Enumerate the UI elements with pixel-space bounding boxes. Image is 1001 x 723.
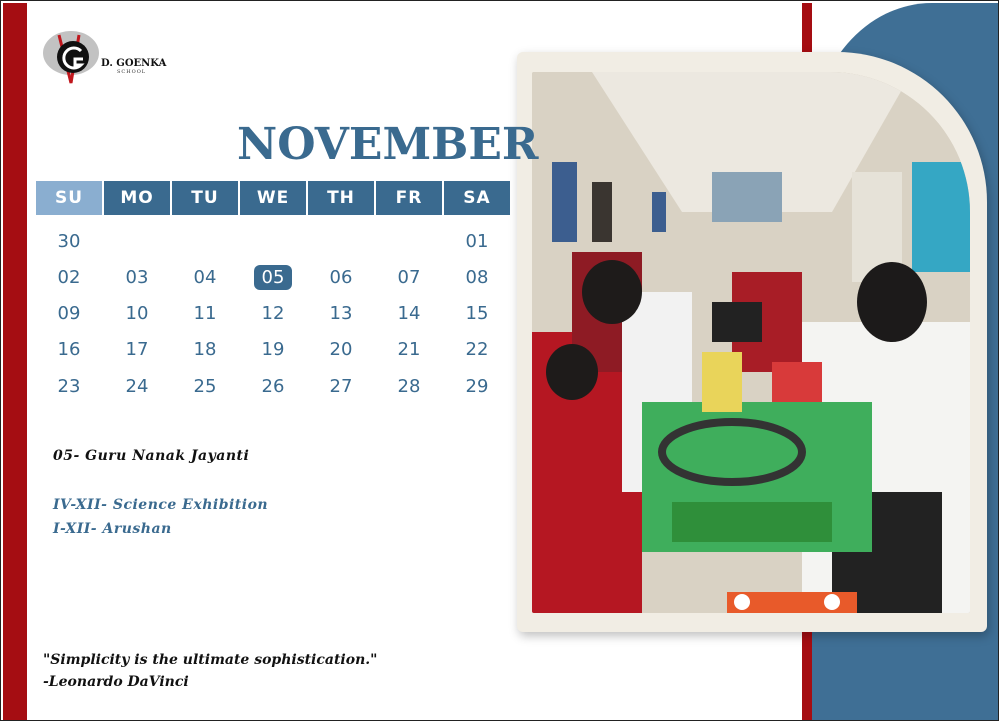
date-cell <box>36 370 102 402</box>
date-number: 17 <box>125 339 149 361</box>
date-cell <box>444 370 510 402</box>
left-red-bar <box>3 3 27 721</box>
date-number: 02 <box>57 266 81 288</box>
quote-block <box>43 649 377 693</box>
date-cell <box>308 370 374 402</box>
date-cell <box>444 261 510 293</box>
date-number: 20 <box>329 339 353 361</box>
date-number: 23 <box>57 375 81 397</box>
weekday-sunday: SU <box>36 181 102 215</box>
date-number: 14 <box>397 303 421 325</box>
date-cell <box>172 334 238 366</box>
date-number: 11 <box>193 303 217 325</box>
weekday-wednesday: WE <box>240 181 306 215</box>
date-cell <box>308 261 374 293</box>
holiday-note: 05- Guru Nanak Jayanti <box>53 448 250 464</box>
weekday-tuesday: TU <box>172 181 238 215</box>
weekday-thursday: TH <box>308 181 374 215</box>
school-logo-icon <box>39 23 159 87</box>
date-number: 16 <box>57 339 81 361</box>
quote-text: "Simplicity is the ultimate sophistication." <box>43 652 378 668</box>
date-cell <box>444 225 510 257</box>
date-number: 09 <box>57 303 81 325</box>
date-cell <box>240 334 306 366</box>
date-cell <box>376 334 442 366</box>
date-cell <box>376 370 442 402</box>
date-number: 30 <box>57 230 81 252</box>
date-cell <box>172 298 238 330</box>
month-title: NOVEMBER <box>237 119 539 170</box>
date-cell <box>36 298 102 330</box>
date-cell <box>308 298 374 330</box>
date-cell <box>444 298 510 330</box>
weekday-saturday: SA <box>444 181 510 215</box>
date-cell <box>104 298 170 330</box>
school-name: D. GOENKA <box>101 58 167 69</box>
date-number: 29 <box>465 375 489 397</box>
date-cell <box>104 334 170 366</box>
date-cell <box>36 261 102 293</box>
weekday-friday: FR <box>376 181 442 215</box>
event-note: I-XII- Arushan <box>53 521 172 537</box>
date-number: 28 <box>397 375 421 397</box>
date-cell <box>172 261 238 293</box>
date-number: 24 <box>125 375 149 397</box>
date-number: 13 <box>329 303 353 325</box>
date-number: 08 <box>465 266 489 288</box>
date-number: 03 <box>125 266 149 288</box>
date-cell <box>104 261 170 293</box>
date-number: 27 <box>329 375 353 397</box>
photo-illustration <box>532 72 970 613</box>
date-number: 10 <box>125 303 149 325</box>
date-number: 01 <box>465 230 489 252</box>
weekday-monday: MO <box>104 181 170 215</box>
date-number: 15 <box>465 303 489 325</box>
date-cell <box>376 261 442 293</box>
date-cell <box>36 334 102 366</box>
date-cell <box>104 370 170 402</box>
date-number: 07 <box>397 266 421 288</box>
school-subtitle: SCHOOL <box>117 69 147 75</box>
date-number: 18 <box>193 339 217 361</box>
date-number: 05 <box>254 265 293 290</box>
date-number: 04 <box>193 266 217 288</box>
date-cell <box>308 334 374 366</box>
quote-author: -Leonardo DaVinci <box>43 674 189 690</box>
date-number: 26 <box>261 375 285 397</box>
weekday-header <box>36 181 510 215</box>
date-number: 19 <box>261 339 285 361</box>
date-cell <box>36 225 102 257</box>
date-cell-highlighted <box>240 261 306 293</box>
science-exhibition-photo <box>532 72 970 613</box>
date-number: 06 <box>329 266 353 288</box>
date-cell <box>444 334 510 366</box>
date-cell <box>376 298 442 330</box>
date-number: 12 <box>261 303 285 325</box>
date-cell <box>240 370 306 402</box>
date-number: 22 <box>465 339 489 361</box>
date-number: 21 <box>397 339 421 361</box>
event-note: IV-XII- Science Exhibition <box>53 497 269 513</box>
date-cell <box>240 298 306 330</box>
date-cell <box>172 370 238 402</box>
date-number: 25 <box>193 375 217 397</box>
